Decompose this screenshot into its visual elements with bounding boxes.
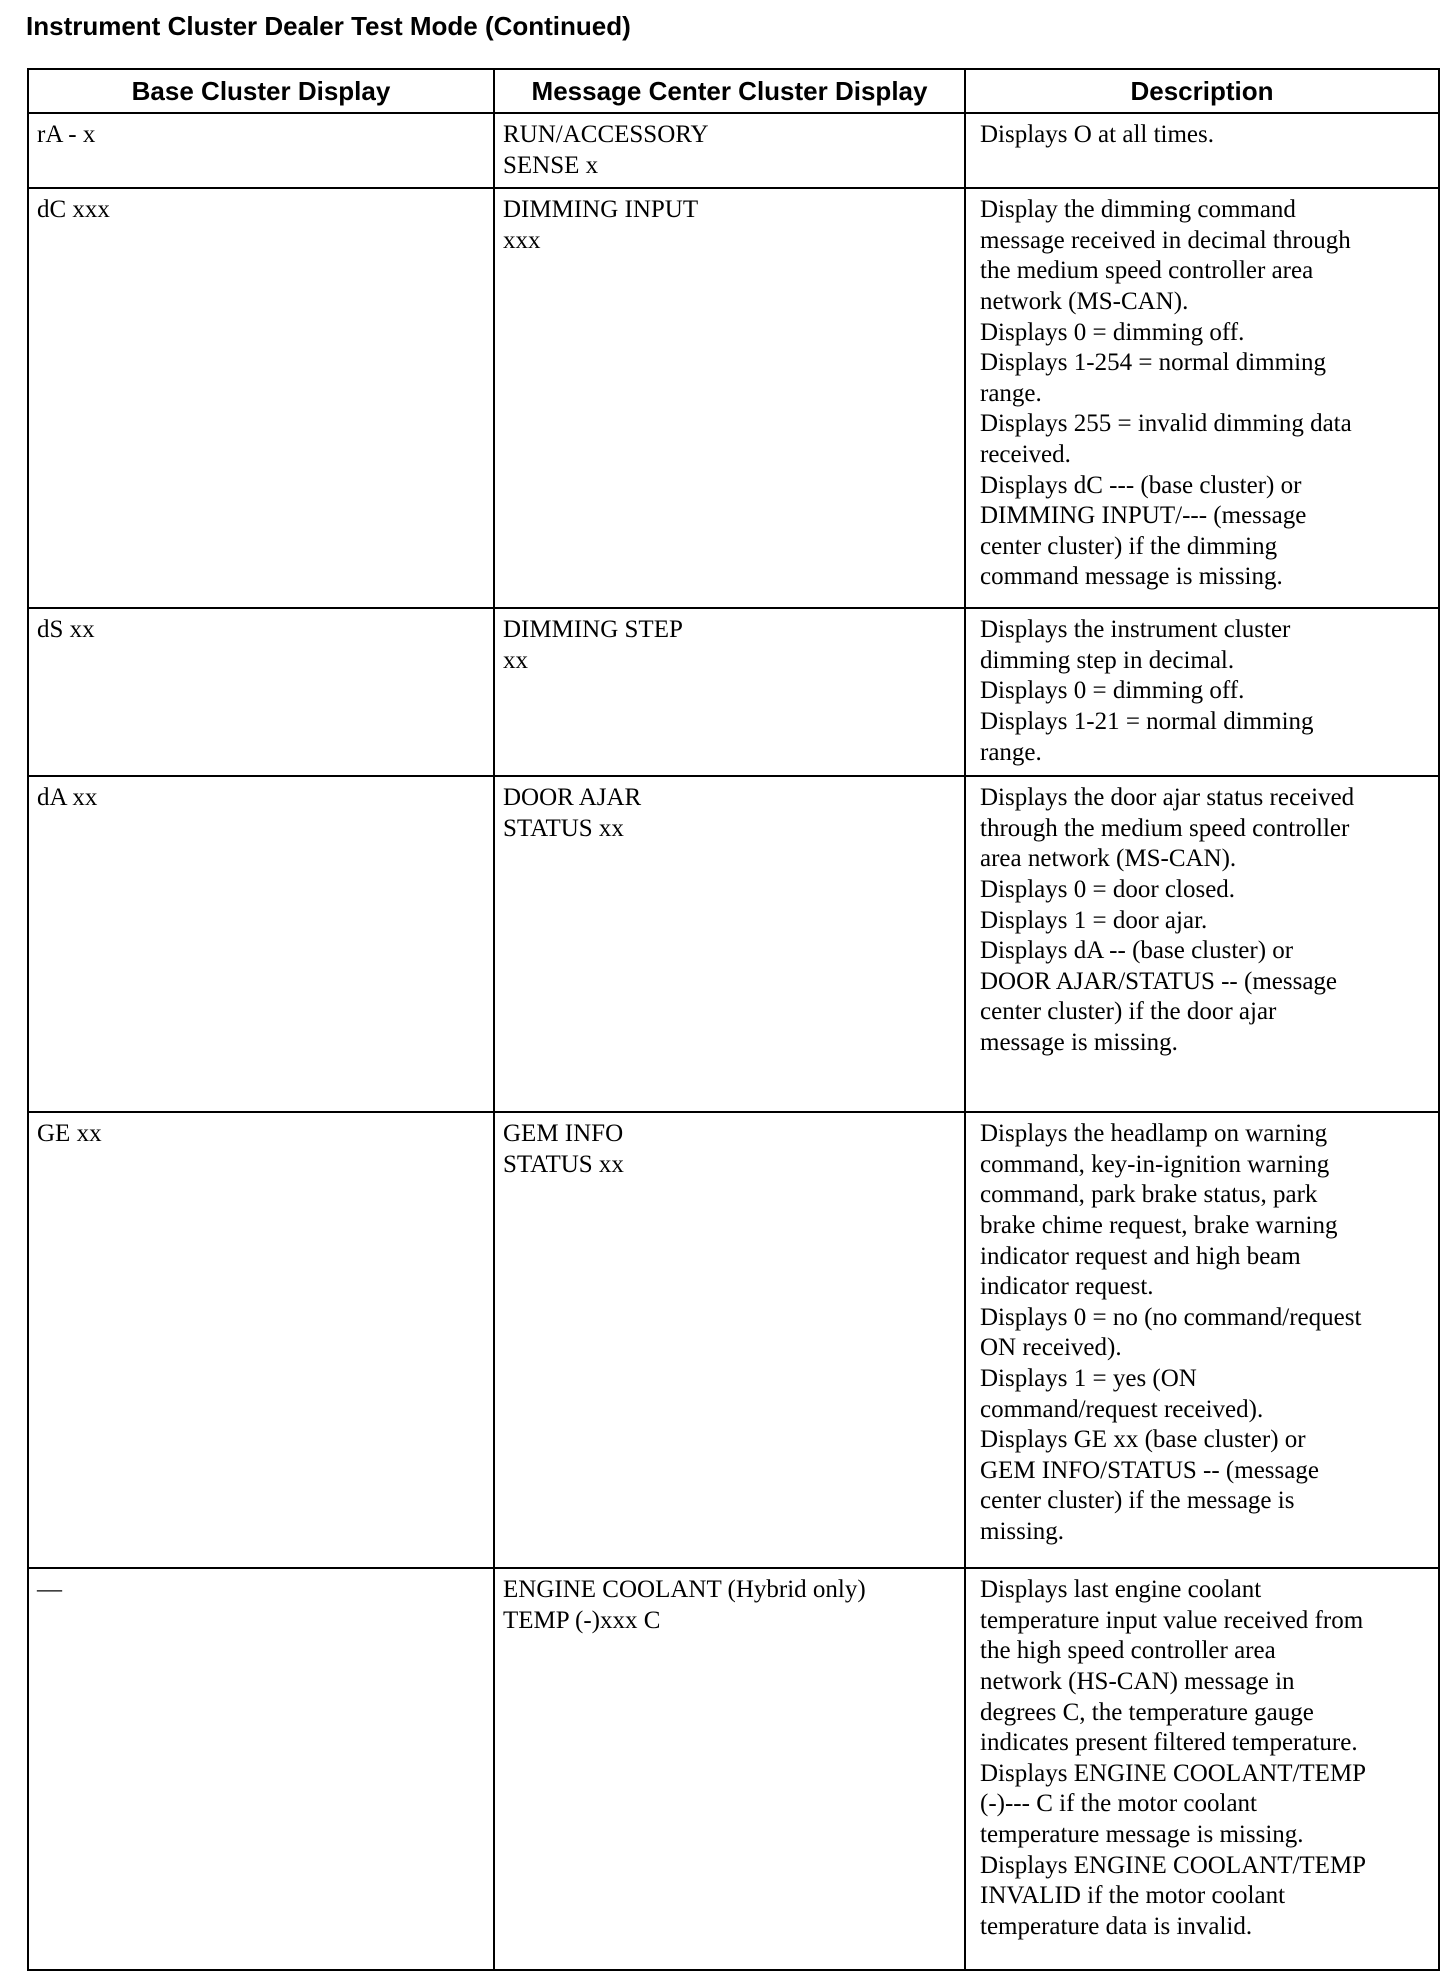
base-cluster-text: — — [37, 1576, 62, 1604]
description-line: temperature data is invalid. — [980, 1912, 1253, 1940]
message-center-line: GEM INFO — [503, 1120, 624, 1148]
description-line: DIMMING INPUT/--- (message — [980, 502, 1307, 530]
header-base-cluster-display: Base Cluster Display — [28, 69, 494, 113]
description-line: Displays 1 = yes (ON — [980, 1364, 1197, 1392]
description-line: GEM INFO/STATUS -- (message — [980, 1456, 1319, 1484]
base-cluster-text: dA xx — [37, 784, 98, 812]
description-line: Displays 0 = dimming off. — [980, 318, 1245, 346]
description-line: area network (MS-CAN). — [980, 845, 1237, 873]
message-center-line: DOOR AJAR — [503, 784, 642, 812]
description-line: indicator request and high beam — [980, 1242, 1301, 1270]
description-line: DOOR AJAR/STATUS -- (message — [980, 967, 1338, 995]
description-line: message received in decimal through — [980, 226, 1351, 254]
message-center-cell — [494, 776, 965, 1112]
base-cluster-cell — [28, 1568, 494, 1970]
description-line: Displays dC --- (base cluster) or — [980, 471, 1302, 499]
description-line: Displays ENGINE COOLANT/TEMP — [980, 1851, 1367, 1879]
table-body — [28, 113, 1439, 1970]
description-line: temperature input value received from — [980, 1606, 1364, 1634]
description-line: Displays the instrument cluster — [980, 616, 1291, 644]
description-line: the medium speed controller area — [980, 257, 1314, 285]
description-line: message is missing. — [980, 1028, 1178, 1056]
description-line: (-)--- C if the motor coolant — [980, 1790, 1257, 1818]
message-center-line: ENGINE COOLANT (Hybrid only) — [503, 1576, 866, 1604]
base-cluster-text: dC xxx — [37, 196, 110, 224]
dealer-test-mode-table — [27, 68, 1440, 1971]
base-cluster-cell — [28, 188, 494, 608]
message-center-cell — [494, 1568, 965, 1970]
description-line: Displays ENGINE COOLANT/TEMP — [980, 1759, 1367, 1787]
message-center-line: DIMMING STEP — [503, 616, 683, 644]
description-line: center cluster) if the door ajar — [980, 998, 1277, 1026]
description-line: Displays O at all times. — [980, 121, 1214, 148]
base-cluster-text: dS xx — [37, 616, 95, 644]
description-line: Displays dA -- (base cluster) or — [980, 937, 1294, 965]
message-center-cell — [494, 608, 965, 776]
message-center-line: SENSE x — [503, 151, 599, 179]
description-line: command, key-in-ignition warning — [980, 1150, 1330, 1178]
description-line: Display the dimming command — [980, 196, 1296, 224]
description-line: Displays last engine coolant — [980, 1576, 1262, 1604]
description-line: degrees C, the temperature gauge — [980, 1698, 1314, 1726]
description-line: center cluster) if the dimming — [980, 532, 1278, 560]
description-line: Displays 0 = dimming off. — [980, 677, 1245, 705]
description-cell — [965, 1112, 1439, 1568]
message-center-cell — [494, 113, 965, 188]
table-header-row — [28, 69, 1439, 113]
table-row — [28, 608, 1439, 776]
description-line: missing. — [980, 1517, 1065, 1545]
message-center-line: xxx — [503, 226, 541, 254]
description-line: dimming step in decimal. — [980, 646, 1235, 674]
description-line: center cluster) if the message is — [980, 1487, 1295, 1515]
description-line: command message is missing. — [980, 563, 1283, 591]
description-line: command, park brake status, park — [980, 1181, 1318, 1209]
description-line: network (HS-CAN) message in — [980, 1667, 1295, 1695]
description-line: Displays the headlamp on warning — [980, 1120, 1328, 1148]
message-center-line: STATUS xx — [503, 814, 624, 842]
description-line: Displays 1-21 = normal dimming — [980, 707, 1314, 735]
table-row — [28, 188, 1439, 608]
message-center-line: RUN/ACCESSORY — [503, 121, 709, 148]
description-line: Displays GE xx (base cluster) or — [980, 1426, 1306, 1454]
message-center-line: xx — [503, 646, 528, 674]
header-message-center-cluster-display: Message Center Cluster Display — [494, 69, 965, 113]
table-row — [28, 776, 1439, 1112]
description-line: command/request received). — [980, 1395, 1264, 1423]
description-line: through the medium speed controller — [980, 814, 1350, 842]
base-cluster-cell — [28, 776, 494, 1112]
page-title: Instrument Cluster Dealer Test Mode (Continued) — [26, 11, 631, 41]
message-center-cell — [494, 188, 965, 608]
description-line: the high speed controller area — [980, 1637, 1276, 1665]
description-line: range. — [980, 379, 1042, 407]
base-cluster-cell — [28, 1112, 494, 1568]
description-line: Displays 255 = invalid dimming data — [980, 410, 1352, 438]
base-cluster-cell — [28, 113, 494, 188]
message-center-line: DIMMING INPUT — [503, 196, 699, 224]
description-line: Displays 1-254 = normal dimming — [980, 349, 1327, 377]
table-row — [28, 1568, 1439, 1970]
description-line: received. — [980, 440, 1071, 468]
description-cell — [965, 776, 1439, 1112]
table-row — [28, 1112, 1439, 1568]
description-line: range. — [980, 738, 1042, 766]
description-line: Displays 1 = door ajar. — [980, 906, 1208, 934]
description-line: indicates present filtered temperature. — [980, 1729, 1358, 1757]
message-center-line: STATUS xx — [503, 1150, 624, 1178]
description-cell — [965, 1568, 1439, 1970]
description-line: Displays 0 = no (no command/request — [980, 1303, 1362, 1331]
description-line: temperature message is missing. — [980, 1820, 1304, 1848]
description-line: network (MS-CAN). — [980, 287, 1189, 315]
description-line: ON received). — [980, 1334, 1122, 1362]
message-center-line: TEMP (-)xxx C — [503, 1606, 661, 1634]
description-cell — [965, 113, 1439, 188]
description-line: INVALID if the motor coolant — [980, 1882, 1286, 1910]
description-line: Displays 0 = door closed. — [980, 875, 1236, 903]
description-line: indicator request. — [980, 1273, 1154, 1301]
header-description: Description — [965, 69, 1439, 113]
description-cell — [965, 608, 1439, 776]
base-cluster-cell — [28, 608, 494, 776]
description-line: Displays the door ajar status received — [980, 784, 1355, 812]
base-cluster-text: rA - x — [37, 121, 96, 148]
description-cell — [965, 188, 1439, 608]
description-line: brake chime request, brake warning — [980, 1211, 1338, 1239]
table-row — [28, 113, 1439, 188]
message-center-cell — [494, 1112, 965, 1568]
base-cluster-text: GE xx — [37, 1120, 102, 1148]
